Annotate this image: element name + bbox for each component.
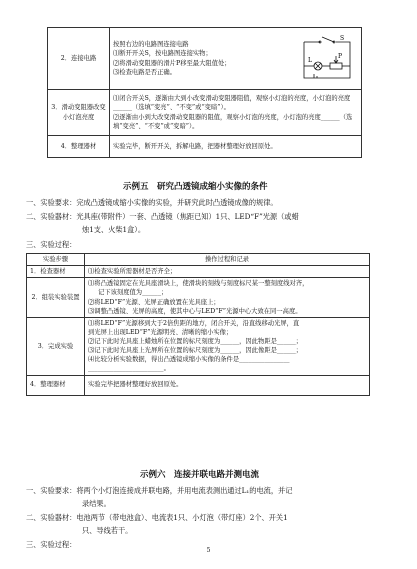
- table-row: [27, 266, 370, 278]
- step-cell: 2．连接电路: [48, 28, 110, 90]
- step-cell: 3．完成实验: [27, 317, 85, 375]
- table-row: [48, 28, 362, 90]
- circuit-diagram: [296, 34, 358, 84]
- equipment-text-cont: 只、导线若干。: [82, 526, 133, 535]
- section-title: 示例五 研究凸透镜成缩小实像的条件: [123, 182, 268, 192]
- equipment-text: 二、实验器材：电池两节（带电池盒）、电流表1只、小灯泡（带灯座）2个、开关1: [26, 513, 288, 522]
- lamp-label: L: [308, 56, 312, 64]
- operation-cell: ⑴将LED“F”光源移到大于2倍焦距的地方，闭合开关，沿直线移动光屏，直 到光屏上出现LED“F”光源明亮、清晰的缩小实像； ⑵记下此时光具座上蜡烛所在位置的标尺刻度为______，因此物距是______； ⑶记下此时光具座上光屏所在位置的标尺刻度为______，因此像距是______； ⑷比较分析实验数据，得出凸透镜成缩小实像的条件是________________ ________________________。: [85, 317, 370, 375]
- table-row: [27, 317, 370, 375]
- table-row: [48, 90, 362, 136]
- step-cell: 4．整理器材: [27, 375, 85, 395]
- step-cell: 4．整理器材: [48, 136, 110, 158]
- process-heading: 三、实验过程：: [26, 540, 77, 549]
- process-heading: 三、实验过程：: [26, 240, 77, 249]
- operation-cell: ⑴将凸透镜固定在光具座滑块上，使滑块的刻线与刻度标尺某一整刻度线对齐， 记下该刻度值为______； ⑵将LED“F”光源、光屏正确放置在光具座上； ⑶调整凸透镜、光屏的高度，使其中心与LED“F”光源中心大致在同一高度。: [85, 278, 370, 318]
- table-row: [48, 136, 362, 158]
- table-header-row: [27, 254, 370, 266]
- operation-cell: ⑴检查实验所需器材是否齐全；: [85, 266, 370, 278]
- page-number: 5: [206, 547, 211, 554]
- requirement-text: 一、实验要求：将两个小灯泡连接成并联电路，并用电流表测出通过L₁的电流，并记: [26, 486, 293, 495]
- column-header-step: 实验步骤: [27, 254, 85, 266]
- table-row: [27, 278, 370, 318]
- operation-cell: ⑴闭合开关S，逐渐由大到小改变滑动变阻器阻值，观察小灯泡的亮度，小灯泡的亮度______（选填“变亮”、“不变”或“变暗”）。 ⑵逐渐由小到大改变滑动变阻器的阻值，观察小灯泡的亮度，小灯泡的亮度______（选填“变亮”、“不变”或“变暗”）。: [110, 90, 362, 136]
- switch-label: S: [340, 34, 345, 42]
- slider-label: P: [338, 52, 343, 60]
- operation-cell: 实验完毕把器材整理好放回原处。: [85, 375, 370, 395]
- circuit-experiment-table: [47, 27, 362, 158]
- operation-cell: 实验完毕，断开开关，拆解电路，把器材整理好放回原处。: [110, 136, 362, 158]
- operation-cell: 按照右边的电路图连接电路 ⑴断开开关S，按电路图连接实物； ⑵将滑动变阻器的滑片P移至最大阻值处； ⑶检查电路是否正确。 S L P: [110, 28, 362, 90]
- equipment-text-cont: 烛1支、火柴1盒）。: [82, 225, 146, 234]
- lens-experiment-table: [26, 253, 370, 396]
- step-cell: 2．组装实验装置: [27, 278, 85, 318]
- step-cell: 1．检查器材: [27, 266, 85, 278]
- section-title: 示例六 连接并联电路并测电流: [140, 470, 260, 480]
- equipment-text: 二、实验器材：光具座(带附件）一套、凸透镜（焦距已知）1只、LED“F”光源（或蜡: [26, 212, 299, 221]
- step-cell: 3．滑动变阻器改变小灯泡亮度: [48, 90, 110, 136]
- column-header-operation: 操作过程和记录: [85, 254, 370, 266]
- table-row: [27, 375, 370, 395]
- requirement-text: 一、实验要求：完成凸透镜成缩小实像的实验，并研究此时凸透镜成像的规律。: [26, 198, 278, 207]
- requirement-text-cont: 录结果。: [82, 499, 111, 508]
